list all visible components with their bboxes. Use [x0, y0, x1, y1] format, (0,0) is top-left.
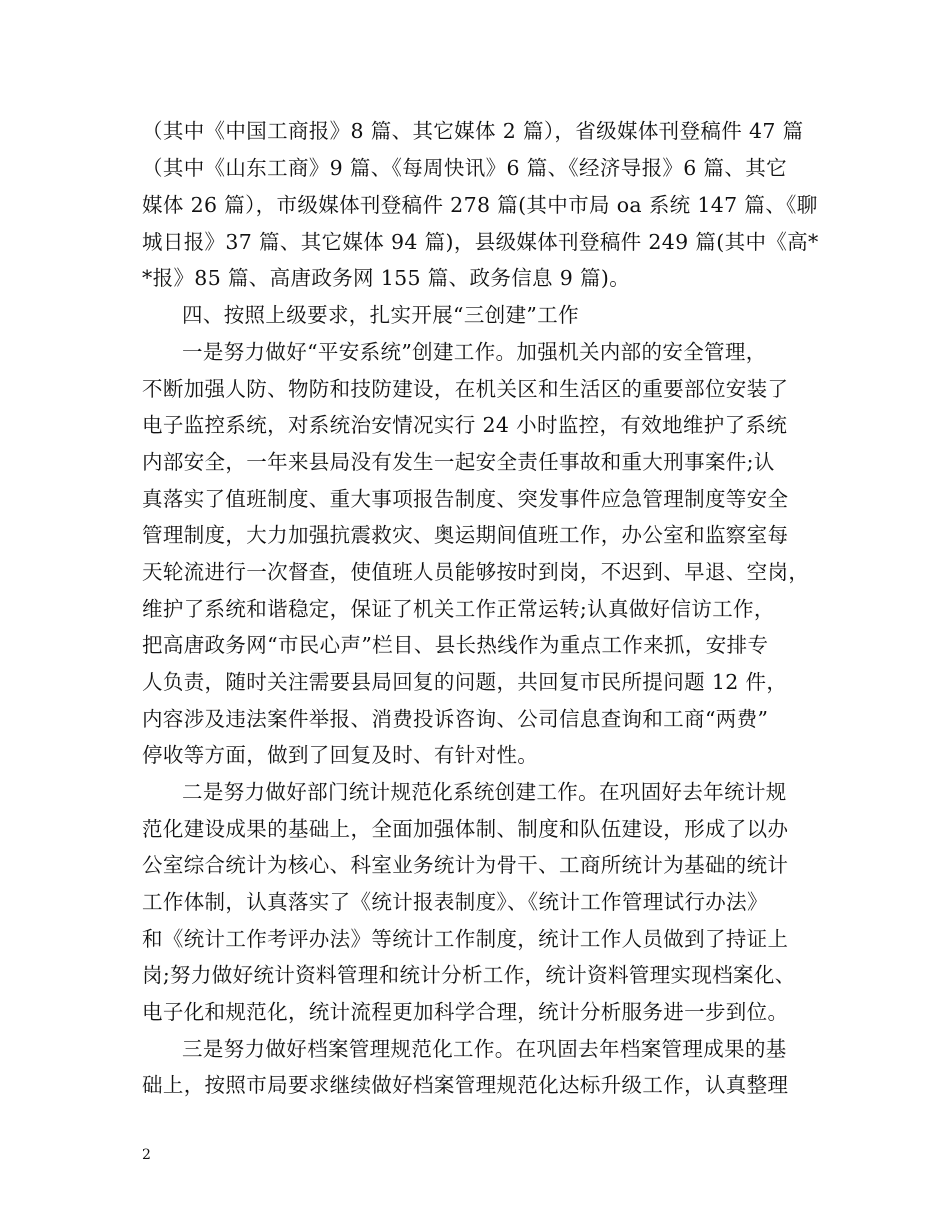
paragraph-start: 一是努力做好“平安系统”创建工作。加强机关内部的安全管理，: [182, 340, 767, 364]
paragraph-start: 三是努力做好档案管理规范化工作。在巩固去年档案管理成果的基: [182, 1037, 787, 1061]
text-line: 工作体制，认真落实了《统计报表制度》、《统计工作管理试行办法》: [142, 890, 768, 914]
text-line: 内部安全，一年来县局没有发生一起安全责任事故和重大刑事案件;认: [142, 450, 775, 474]
text-line: 把高唐政务网“市民心声”栏目、县长热线作为重点工作来抓，安排专: [142, 633, 769, 657]
page-number: 2: [142, 1147, 151, 1163]
text-line: 城日报》37 篇、其它媒体 94 篇)，县级媒体刊登稿件 249 篇(其中《高*: [142, 230, 819, 254]
text-line: 维护了系统和谐稳定，保证了机关工作正常运转;认真做好信访工作，: [142, 597, 775, 621]
text-line: 电子监控系统，对系统治安情况实行 24 小时监控，有效地维护了系统: [142, 413, 788, 437]
text-line: *报》85 篇、高唐政务网 155 篇、政务信息 9 篇)。: [142, 266, 631, 290]
text-line: 公室综合统计为核心、科室业务统计为骨干、工商所统计为基础的统计: [142, 853, 789, 877]
text-line: 电子化和规范化，统计流程更加科学合理，统计分析服务进一步到位。: [142, 1000, 789, 1024]
text-line: 础上，按照市局要求继续做好档案管理规范化达标升级工作，认真整理: [142, 1073, 789, 1097]
text-line: （其中《中国工商报》8 篇、其它媒体 2 篇），省级媒体刊登稿件 47 篇: [142, 119, 804, 143]
text-line: （其中《山东工商》9 篇、《每周快讯》6 篇、《经济导报》6 篇、其它: [142, 156, 787, 180]
text-line: 范化建设成果的基础上，全面加强体制、制度和队伍建设，形成了以办: [142, 817, 789, 841]
text-line: 岗;努力做好统计资料管理和统计分析工作，统计资料管理实现档案化、: [142, 963, 796, 987]
text-line: 媒体 26 篇），市级媒体刊登稿件 278 篇(其中市局 oa 系统 147 篇、《聊: [142, 193, 818, 217]
text-line: 和《统计工作考评办法》等统计工作制度，统计工作人员做到了持证上: [142, 927, 789, 951]
text-line: 管理制度，大力加强抗震救灾、奥运期间值班工作，办公室和监察室每: [142, 523, 789, 547]
text-line: 人负责，随时关注需要县局回复的问题，共回复市民所提问题 12 件，: [142, 670, 788, 694]
section-heading: 四、按照上级要求，扎实开展“三创建”工作: [182, 303, 579, 327]
paragraph-start: 二是努力做好部门统计规范化系统创建工作。在巩固好去年统计规: [182, 780, 787, 804]
text-line: 停收等方面，做到了回复及时、有针对性。: [142, 743, 539, 767]
text-line: 天轮流进行一次督查，使值班人员能够按时到岗，不迟到、早退、空岗，: [142, 560, 810, 584]
text-line: 内容涉及违法案件举报、消费投诉咨询、公司信息查询和工商“两费”: [142, 707, 769, 731]
text-line: 不断加强人防、物防和技防建设，在机关区和生活区的重要部位安装了: [142, 377, 789, 401]
text-line: 真落实了值班制度、重大事项报告制度、突发事件应急管理制度等安全: [142, 487, 789, 511]
